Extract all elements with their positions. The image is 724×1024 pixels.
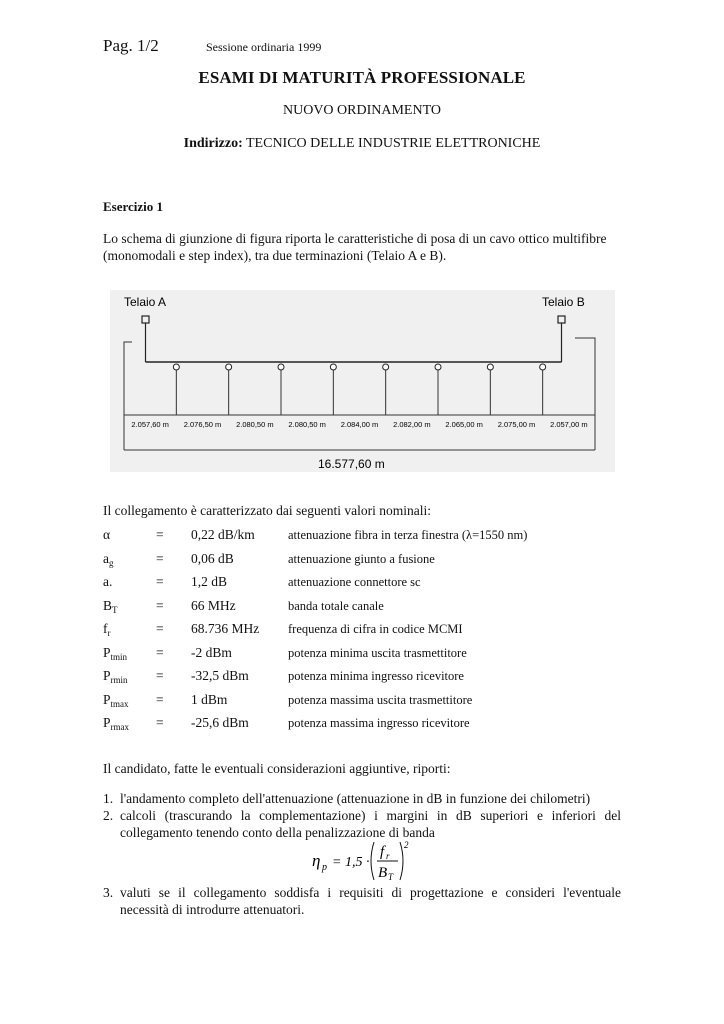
parameter-value: 0,06 dB [191,550,234,566]
splice-diagram-svg [110,290,615,472]
task-list [103,790,621,841]
list-item-text: calcoli (trascurando la complementazione) i margini in dB superiori e inferiori del collegamento tenendo conto della penalizzazione di banda [120,808,621,840]
formula-exponent: 2 [404,840,409,850]
splice-point [487,364,493,370]
total-length-label: 16.577,60 m [318,457,385,471]
formula-numerator-sub: r [386,851,390,861]
splice-point [173,364,179,370]
parameter-equals: = [156,691,164,707]
parameter-subscript: rmax [110,722,130,732]
parameter-value: 1,2 dB [191,574,228,589]
segment-length-label: 2.076,50 m [183,420,222,429]
splice-diagram [110,290,615,472]
formula-coefficient: = 1,5 · [332,855,370,870]
page-subtitle: NUOVO ORDINAMENTO [282,103,441,118]
session-label: Sessione ordinaria 1999 [206,40,322,54]
parameter-equals: = [156,527,164,542]
splice-point [330,364,336,370]
list-item-number: 2. [103,808,114,823]
parameter-description: potenza minima ingresso ricevitore [288,669,464,683]
parameter-symbol: a. [103,574,113,589]
parameter-value: -2 dBm [191,644,232,660]
formula-eta: η [312,851,321,870]
splice-point [540,364,546,370]
telaio-b-label: Telaio B [542,295,585,309]
parameter-equals: = [156,597,164,613]
parameter-equals: = [156,550,164,566]
parameter-description: banda totale canale [288,598,384,613]
candidate-intro: Il candidato, fatte le eventuali considerazioni aggiuntive, riporti: [103,761,451,776]
parameter-value: 0,22 dB/km [191,527,255,542]
parameter-equals: = [156,715,164,730]
list-item-text: valuti se il collegamento soddisfa i requisiti di progettazione e consideri l'eventuale necessità di introdurre attenuatori. [120,885,621,917]
parameter-symbol: $P_{rmin}$ [103,668,128,685]
parameter-description: attenuazione fibra in terza finestra (λ=1550 nm) [288,528,528,542]
parameter-description: frequenza di cifra in codice MCMI [288,622,463,636]
formula-numerator: f [380,844,385,860]
parameter-description: attenuazione connettore sc [288,575,421,589]
parameter-equals: = [156,644,164,660]
indirizzo-value: TECNICO DELLE INDUSTRIE ELETTRONICHE [246,136,541,151]
page-number: Pag. 1/2 [103,36,159,55]
indirizzo-line [0,136,724,152]
collegamento-intro: Il collegamento è caratterizzato dai seguenti valori nominali: [103,503,431,518]
list-item [103,790,621,807]
telaio-a-box [142,316,149,323]
segment-length-label: 2.057,60 m [131,420,169,429]
parameter-subscript: g [109,557,114,568]
list-item [103,884,621,918]
splice-point [226,364,232,370]
list-item-number: 1. [103,791,114,806]
parameter-equals: = [156,574,164,589]
parameter-subscript: tmax [110,698,129,709]
parameter-description: potenza massima uscita trasmettitore [288,692,473,707]
exercise-intro: Lo schema di giunzione di figura riporta le caratteristiche di posa di un cavo ottico multifibre (monomodali e step index), tra due terminazioni (Telaio A e B). [103,231,607,263]
parameter-subscript: rmin [110,675,128,685]
segment-length-label: 2.057,00 m [550,420,588,429]
list-item [103,807,621,841]
formula-denominator: B [378,865,388,881]
parameter-symbol: $P_{rmax}$ [103,715,130,732]
splice-point [435,364,441,370]
exercise-heading: Esercizio 1 [103,199,164,214]
parameter-symbol: $P_{tmin}$ [103,644,128,662]
parameter-description: potenza massima ingresso ricevitore [288,716,470,730]
parameter-symbol: $P_{tmax}$ [103,691,129,709]
splice-point [278,364,284,370]
formula-eta-sub: p [322,862,327,873]
parameter-value: -25,6 dBm [191,715,249,730]
parameter-subscript: tmin [110,651,128,662]
segment-length-label: 2.075,00 m [497,420,536,429]
page-title: ESAMI DI MATURITÀ PROFESSIONALE [198,68,526,87]
parameter-value: -32,5 dBm [191,668,249,683]
telaio-a-label: Telaio A [124,295,167,309]
parameter-symbol: $f_r$ [103,621,111,638]
parameter-equals: = [156,621,164,636]
parameter-symbol: α [103,527,111,542]
segment-length-label: 2.080,50 m [288,420,326,429]
formula-denominator-sub: T [388,872,394,882]
parameter-value: 68.736 MHz [191,621,260,636]
parameter-value: 66 MHz [191,597,236,613]
parameter-value: 1 dBm [191,691,228,707]
parameter-equals: = [156,668,164,683]
penalty-formula [300,838,440,884]
task-list-continued [103,884,621,918]
parameter-description: potenza minima uscita trasmettitore [288,645,467,660]
parameter-subscript: r [107,628,111,638]
splice-point [383,364,389,370]
parameter-symbol: $B_T$ [103,597,118,615]
segment-length-label: 2.082,00 m [393,420,431,429]
segment-length-label: 2.065,00 m [445,420,483,429]
list-item-text: l'andamento completo dell'attenuazione (attenuazione in dB in funzione dei chilometri) [120,791,591,806]
parameter-subscript: T [112,604,118,615]
list-item-number: 3. [103,885,114,900]
indirizzo-label: Indirizzo: [183,136,243,151]
segment-length-label: 2.080,50 m [236,420,274,429]
telaio-b-box [558,316,565,323]
parameter-symbol: $a_g$ [103,550,114,568]
segment-length-label: 2.084,00 m [340,420,379,429]
parameter-description: attenuazione giunto a fusione [288,551,435,566]
